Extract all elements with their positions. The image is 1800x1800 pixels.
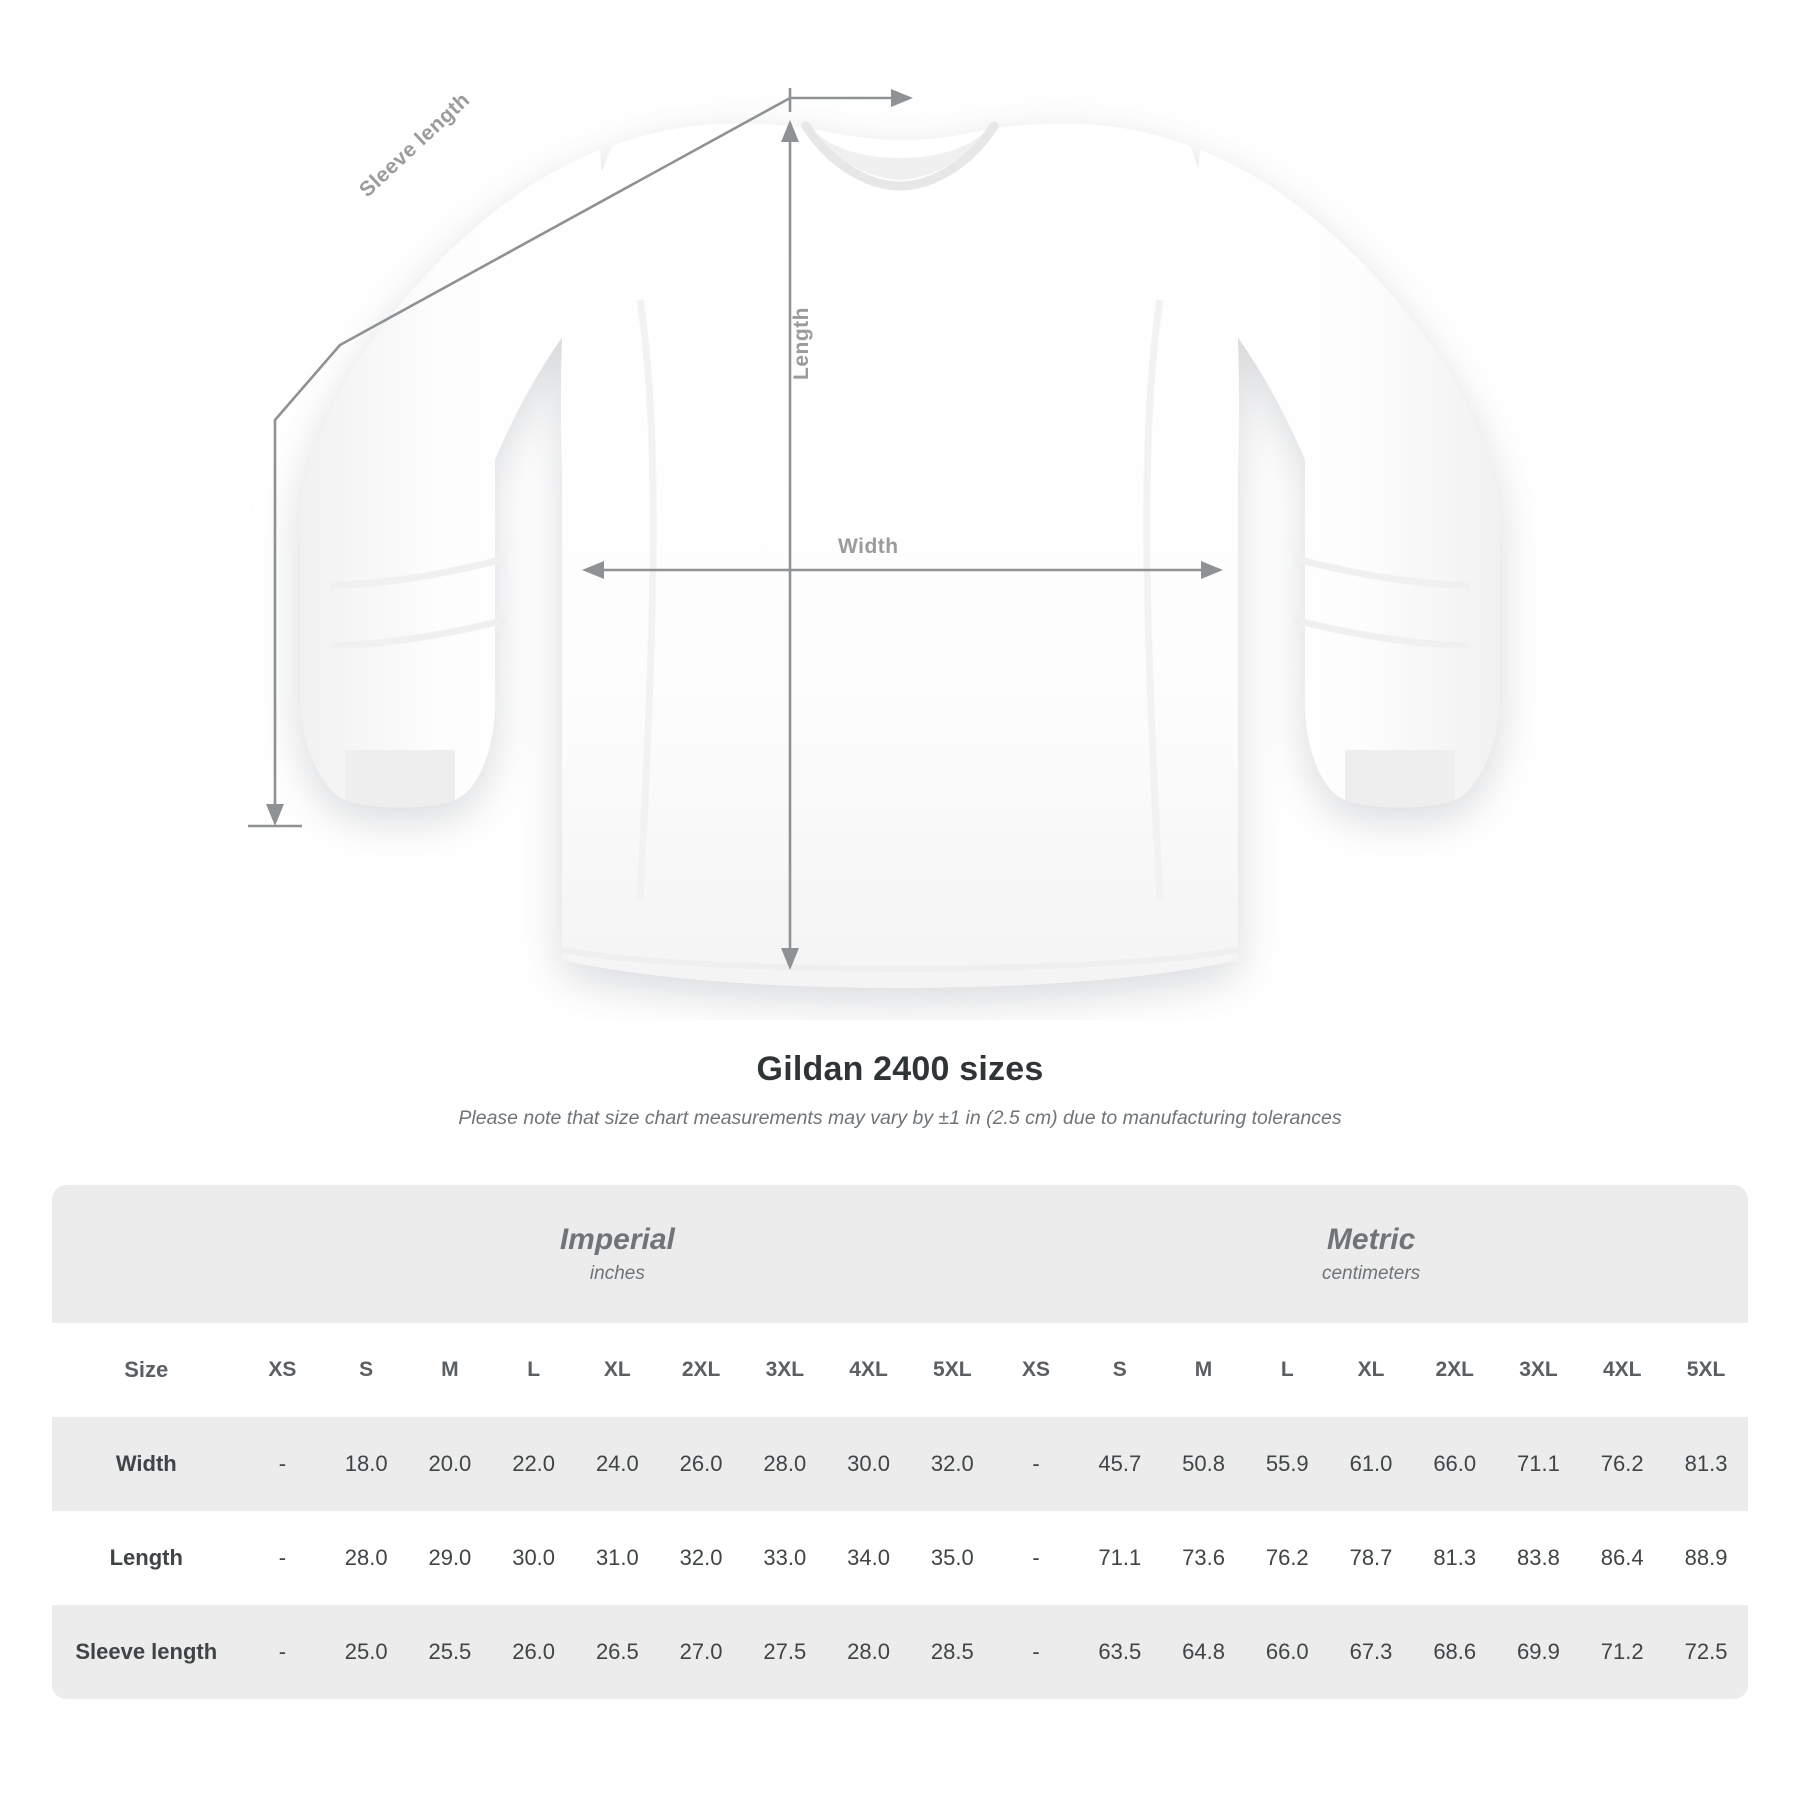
unit-group-imperial (241, 1185, 995, 1323)
cell-length-imperial-s: 28.0 (324, 1511, 408, 1605)
cell-sleeve-metric-xs: - (994, 1605, 1078, 1699)
unit-group-metric (994, 1185, 1748, 1323)
unit-group-metric-sub: centimeters (1321, 1263, 1421, 1285)
size-header-imperial-l: L (492, 1323, 576, 1417)
cell-length-imperial-5xl: 35.0 (910, 1511, 994, 1605)
sleeve-length-dimension-label: Sleeve length (355, 88, 475, 202)
cell-width-metric-xl: 61.0 (1329, 1417, 1413, 1511)
cell-width-imperial-4xl: 30.0 (827, 1417, 911, 1511)
size-header-metric-l: L (1245, 1323, 1329, 1417)
size-header-imperial-3xl: 3XL (743, 1323, 827, 1417)
cell-width-imperial-5xl: 32.0 (910, 1417, 994, 1511)
cell-width-imperial-s: 18.0 (324, 1417, 408, 1511)
cell-length-metric-s: 71.1 (1078, 1511, 1162, 1605)
cell-sleeve-metric-m: 64.8 (1162, 1605, 1246, 1699)
unit-group-imperial-name: Imperial (559, 1222, 675, 1256)
cell-width-metric-m: 50.8 (1162, 1417, 1246, 1511)
cell-length-imperial-xl: 31.0 (575, 1511, 659, 1605)
cell-sleeve-imperial-4xl: 28.0 (827, 1605, 911, 1699)
shirt-shape (300, 124, 1500, 989)
unit-header-row (52, 1185, 1748, 1323)
size-header-imperial-5xl: 5XL (910, 1323, 994, 1417)
cell-length-metric-xs: - (994, 1511, 1078, 1605)
cell-length-metric-m: 73.6 (1162, 1511, 1246, 1605)
cell-sleeve-metric-l: 66.0 (1245, 1605, 1329, 1699)
unit-group-metric-name: Metric (1326, 1222, 1416, 1256)
size-chart-table-wrapper (52, 1185, 1748, 1699)
table-row-width (52, 1417, 1748, 1511)
size-header-imperial-2xl: 2XL (659, 1323, 743, 1417)
cell-sleeve-imperial-m: 25.5 (408, 1605, 492, 1699)
cell-length-imperial-m: 29.0 (408, 1511, 492, 1605)
page-title: Gildan 2400 sizes (756, 1050, 1044, 1088)
cell-length-imperial-3xl: 33.0 (743, 1511, 827, 1605)
table-row-length (52, 1511, 1748, 1605)
cell-length-imperial-l: 30.0 (492, 1511, 576, 1605)
cell-sleeve-imperial-2xl: 27.0 (659, 1605, 743, 1699)
size-header-metric-5xl: 5XL (1664, 1323, 1748, 1417)
cell-width-imperial-3xl: 28.0 (743, 1417, 827, 1511)
size-chart-table (52, 1185, 1748, 1699)
size-header-imperial-m: M (408, 1323, 492, 1417)
row-label-length: Length (52, 1511, 241, 1605)
cell-width-metric-3xl: 71.1 (1497, 1417, 1581, 1511)
cell-sleeve-metric-2xl: 68.6 (1413, 1605, 1497, 1699)
size-header-metric-2xl: 2XL (1413, 1323, 1497, 1417)
unit-group-imperial-sub: inches (589, 1263, 645, 1285)
cell-width-imperial-2xl: 26.0 (659, 1417, 743, 1511)
size-header-imperial-4xl: 4XL (827, 1323, 911, 1417)
cell-sleeve-imperial-l: 26.0 (492, 1605, 576, 1699)
size-header-metric-xs: XS (994, 1323, 1078, 1417)
cell-length-metric-l: 76.2 (1245, 1511, 1329, 1605)
cell-sleeve-metric-s: 63.5 (1078, 1605, 1162, 1699)
length-dimension-label: Length (790, 307, 813, 380)
size-header-imperial-xs: XS (241, 1323, 325, 1417)
cell-width-imperial-xl: 24.0 (575, 1417, 659, 1511)
width-dimension-label: Width (838, 535, 899, 558)
cell-length-metric-xl: 78.7 (1329, 1511, 1413, 1605)
cell-width-metric-4xl: 76.2 (1580, 1417, 1664, 1511)
cell-length-metric-3xl: 83.8 (1497, 1511, 1581, 1605)
cell-sleeve-metric-5xl: 72.5 (1664, 1605, 1748, 1699)
size-header-label: Size (52, 1323, 241, 1417)
tolerance-note: Please note that size chart measurements may vary by ±1 in (2.5 cm) due to manufacturing tolerances (458, 1107, 1342, 1129)
cell-width-imperial-l: 22.0 (492, 1417, 576, 1511)
size-header-metric-s: S (1078, 1323, 1162, 1417)
size-header-metric-xl: XL (1329, 1323, 1413, 1417)
cell-width-metric-s: 45.7 (1078, 1417, 1162, 1511)
cell-width-metric-2xl: 66.0 (1413, 1417, 1497, 1511)
cell-length-imperial-2xl: 32.0 (659, 1511, 743, 1605)
cell-width-metric-xs: - (994, 1417, 1078, 1511)
row-label-sleeve-length: Sleeve length (52, 1605, 241, 1699)
cell-length-metric-5xl: 88.9 (1664, 1511, 1748, 1605)
size-header-metric-m: M (1162, 1323, 1246, 1417)
row-label-width: Width (52, 1417, 241, 1511)
cell-width-imperial-m: 20.0 (408, 1417, 492, 1511)
cell-sleeve-metric-xl: 67.3 (1329, 1605, 1413, 1699)
cell-sleeve-imperial-xl: 26.5 (575, 1605, 659, 1699)
cell-length-imperial-4xl: 34.0 (827, 1511, 911, 1605)
size-header-imperial-xl: XL (575, 1323, 659, 1417)
cell-width-imperial-xs: - (241, 1417, 325, 1511)
cell-width-metric-5xl: 81.3 (1664, 1417, 1748, 1511)
size-header-row (52, 1323, 1748, 1417)
cell-length-metric-2xl: 81.3 (1413, 1511, 1497, 1605)
corner-cell (52, 1185, 241, 1323)
size-header-metric-4xl: 4XL (1580, 1323, 1664, 1417)
cell-sleeve-metric-3xl: 69.9 (1497, 1605, 1581, 1699)
cell-length-imperial-xs: - (241, 1511, 325, 1605)
size-header-metric-3xl: 3XL (1497, 1323, 1581, 1417)
cell-sleeve-imperial-3xl: 27.5 (743, 1605, 827, 1699)
cell-width-metric-l: 55.9 (1245, 1417, 1329, 1511)
cell-length-metric-4xl: 86.4 (1580, 1511, 1664, 1605)
table-row-sleeve-length (52, 1605, 1748, 1699)
cell-sleeve-imperial-5xl: 28.5 (910, 1605, 994, 1699)
cell-sleeve-imperial-xs: - (241, 1605, 325, 1699)
title-block (0, 1050, 1800, 1130)
cell-sleeve-metric-4xl: 71.2 (1580, 1605, 1664, 1699)
size-header-imperial-s: S (324, 1323, 408, 1417)
cell-sleeve-imperial-s: 25.0 (324, 1605, 408, 1699)
